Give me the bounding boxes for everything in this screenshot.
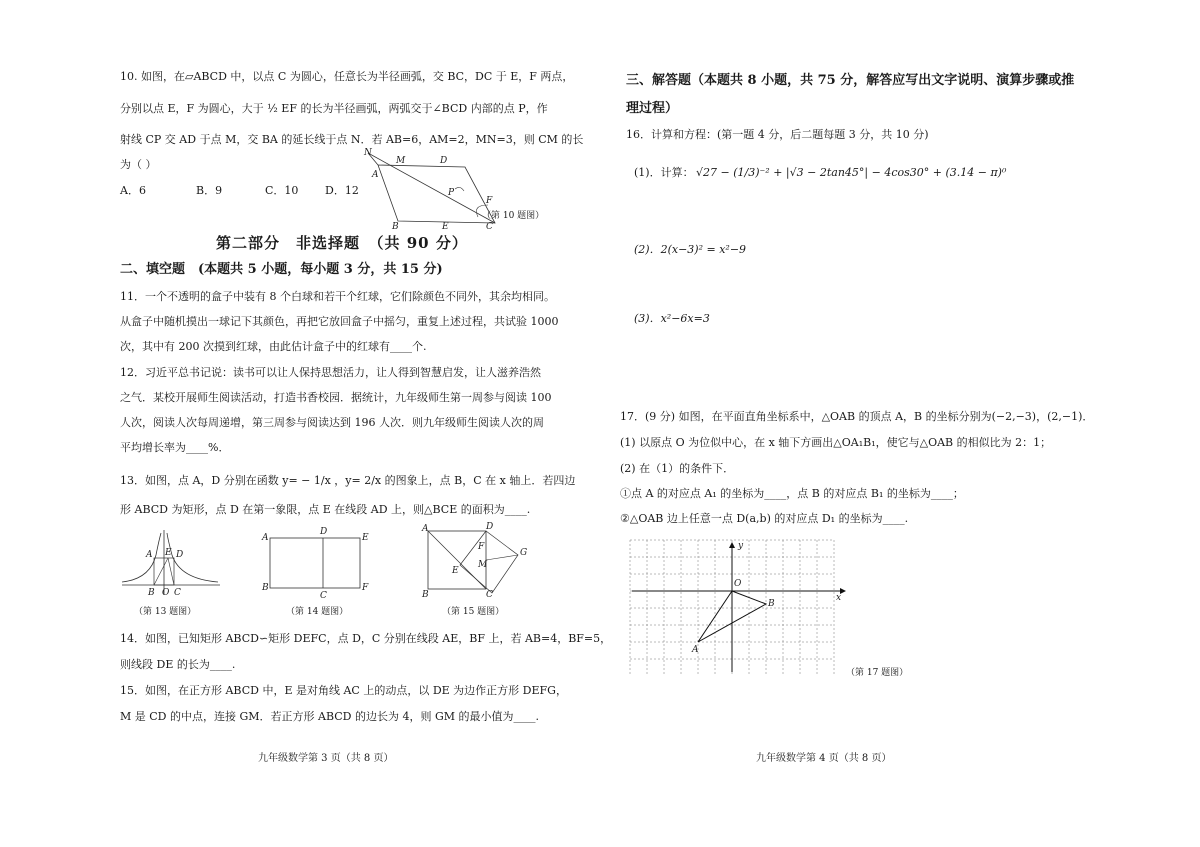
q10-figure-caption: （第 10 题图） bbox=[482, 211, 545, 221]
fig15-label-g: G bbox=[520, 548, 528, 558]
q16-2: (2)．2(x−3)² = x²−9 bbox=[634, 243, 747, 256]
fig15-label-f: F bbox=[478, 542, 485, 552]
fig15-label-m: M bbox=[478, 560, 488, 570]
q10-label-e: E bbox=[442, 222, 449, 232]
q10-line4: 为（ ） bbox=[120, 158, 157, 171]
fig14 bbox=[260, 527, 370, 601]
fig15-label-b: B bbox=[422, 590, 429, 600]
fig13-caption: （第 13 题图） bbox=[134, 607, 197, 617]
q11-line1: 11．一个不透明的盒子中装有 8 个白球和若干个红球，它们除颜色不同外，其余均相同。 bbox=[120, 290, 555, 303]
q12-line2: 之气．某校开展师生阅读活动，打造书香校园．据统计，九年级师生第一周参与阅读 100 bbox=[120, 391, 552, 404]
fig17-label-y: y bbox=[738, 541, 744, 551]
fig15 bbox=[420, 522, 530, 600]
q10-option-c: C．10 bbox=[265, 184, 299, 197]
section2-heading: 二、填空题 (本题共 5 小题，每小题 3 分，共 15 分) bbox=[120, 262, 443, 277]
fig13-label-o: O bbox=[162, 588, 170, 598]
q12-line1: 12．习近平总书记说：读书可以让人保持思想活力，让人得到智慧启发，让人滋养浩然 bbox=[120, 366, 541, 379]
fig14-label-b: B bbox=[262, 583, 269, 593]
fig15-label-d: D bbox=[486, 522, 494, 532]
q10-option-d: D．12 bbox=[325, 184, 359, 197]
fig17-label-b: B bbox=[768, 599, 775, 609]
fig14-caption: （第 14 题图） bbox=[286, 607, 349, 617]
fig14-label-c: C bbox=[320, 591, 327, 601]
q13-line1: 13．如图，点 A，D 分别在函数 y= − 1/x ，y= 2/x 的图象上，点 B，C 在 x 轴上．若四边 bbox=[120, 474, 576, 487]
q10-label-d: D bbox=[440, 156, 448, 166]
q16-1-label: (1)．计算： bbox=[634, 166, 694, 179]
fig15-caption: （第 15 题图） bbox=[442, 607, 505, 617]
q10-label-c: C bbox=[486, 222, 493, 232]
fig17-label-o: O bbox=[734, 579, 742, 589]
q16-1-expression: √27 − (1/3)⁻² + |√3 − 2tan45°| − 4cos30° + (3.14 − π)⁰ bbox=[696, 166, 1007, 179]
q15-line2: M 是 CD 的中点，连接 GM．若正方形 ABCD 的边长为 4，则 GM 的最小值为____. bbox=[120, 710, 540, 723]
q17-line5: ②△OAB 边上任意一点 D(a,b) 的对应点 D₁ 的坐标为____. bbox=[620, 512, 909, 525]
fig17-grid bbox=[630, 540, 850, 675]
q10-label-b: B bbox=[392, 222, 399, 232]
part2-title: 第二部分 非选择题 （共 90 分） bbox=[216, 234, 468, 252]
page-4 bbox=[600, 0, 1200, 847]
fig13-label-c: C bbox=[174, 588, 181, 598]
q16-intro: 16．计算和方程：(第一题 4 分，后二题每题 3 分，共 10 分) bbox=[626, 128, 929, 141]
section3-heading-line2: 理过程） bbox=[626, 101, 679, 116]
q10-label-a: A bbox=[372, 170, 379, 180]
q10-label-m: M bbox=[396, 156, 406, 166]
q17-line3: (2) 在（1）的条件下． bbox=[620, 462, 735, 475]
q14-line2: 则线段 DE 的长为____. bbox=[120, 658, 236, 671]
fig13-label-d: D bbox=[176, 550, 184, 560]
section3-heading-line1: 三、解答题（本题共 8 小题，共 75 分，解答应写出文字说明、演算步骤或推 bbox=[626, 73, 1075, 88]
q17-line4: ①点 A 的对应点 A₁ 的坐标为____，点 B 的对应点 B₁ 的坐标为____； bbox=[620, 487, 964, 500]
q12-line4: 平均增长率为____%． bbox=[120, 441, 230, 454]
fig17-caption: （第 17 题图） bbox=[846, 668, 909, 678]
q11-line2: 从盒子中随机摸出一球记下其颜色，再把它放回盒子中摇匀，重复上述过程，共试验 1000 bbox=[120, 315, 559, 328]
fig14-label-e: E bbox=[362, 533, 369, 543]
fig14-label-a: A bbox=[262, 533, 269, 543]
q10-line1: 10. 如图，在▱ABCD 中，以点 C 为圆心，任意长为半径画弧，交 BC，DC 于 E，F 两点， bbox=[120, 70, 574, 83]
page-footer-left: 九年级数学第 3 页（共 8 页） bbox=[258, 753, 394, 764]
fig15-label-a: A bbox=[422, 524, 429, 534]
q12-line3: 人次，阅读人次每周递增，第三周参与阅读达到 196 人次．则九年级师生阅读人次的周 bbox=[120, 416, 544, 429]
q10-line3: 射线 CP 交 AD 于点 M，交 BA 的延长线于点 N．若 AB=6，AM=2，MN=3，则 CM 的长 bbox=[120, 133, 584, 146]
page-footer-right: 九年级数学第 4 页（共 8 页） bbox=[756, 753, 892, 764]
q10-figure bbox=[360, 145, 493, 232]
fig17-label-a: A bbox=[692, 645, 699, 655]
fig13 bbox=[120, 525, 220, 600]
fig15-label-c: C bbox=[486, 590, 493, 600]
q10-label-p: P bbox=[448, 188, 455, 198]
fig14-label-d: D bbox=[320, 527, 328, 537]
q10-label-f: F bbox=[486, 196, 493, 206]
fig15-label-e: E bbox=[452, 566, 459, 576]
q17-line1: 17．(9 分) 如图，在平面直角坐标系中，△OAB 的顶点 A，B 的坐标分别为(−2,−3)，(2,−1)． bbox=[620, 410, 1094, 423]
q13-line2: 形 ABCD 为矩形，点 D 在第一象限，点 E 在线段 AD 上，则△BCE 的面积为____. bbox=[120, 503, 531, 516]
q10-label-n: N bbox=[364, 148, 372, 158]
fig13-label-e: E bbox=[165, 548, 172, 558]
q17-line2: (1) 以原点 O 为位似中心，在 x 轴下方画出△OA₁B₁，使它与△OAB 的相似比为 2：1； bbox=[620, 436, 1052, 449]
q10-option-b: B．9 bbox=[196, 184, 223, 197]
q15-line1: 15．如图，在正方形 ABCD 中，E 是对角线 AC 上的动点，以 DE 为边作正方形 DEFG， bbox=[120, 684, 567, 697]
fig14-label-f: F bbox=[362, 583, 369, 593]
fig13-label-b: B bbox=[148, 588, 155, 598]
q10-line2: 分别以点 E，F 为圆心，大于 ½ EF 的长为半径画弧，两弧交于∠BCD 内部的点 P，作 bbox=[120, 102, 548, 115]
q14-line1: 14．如图，已知矩形 ABCD∽矩形 DEFC，点 D，C 分别在线段 AE，BF 上，若 AB=4，BF=5， bbox=[120, 632, 612, 645]
q11-line3: 次，其中有 200 次摸到红球，由此估计盒子中的红球有____个. bbox=[120, 340, 427, 353]
q16-3: (3)．x²−6x=3 bbox=[634, 312, 710, 325]
fig13-label-a: A bbox=[146, 550, 153, 560]
q10-option-a: A．6 bbox=[120, 184, 146, 197]
fig17-label-x: x bbox=[836, 593, 842, 603]
